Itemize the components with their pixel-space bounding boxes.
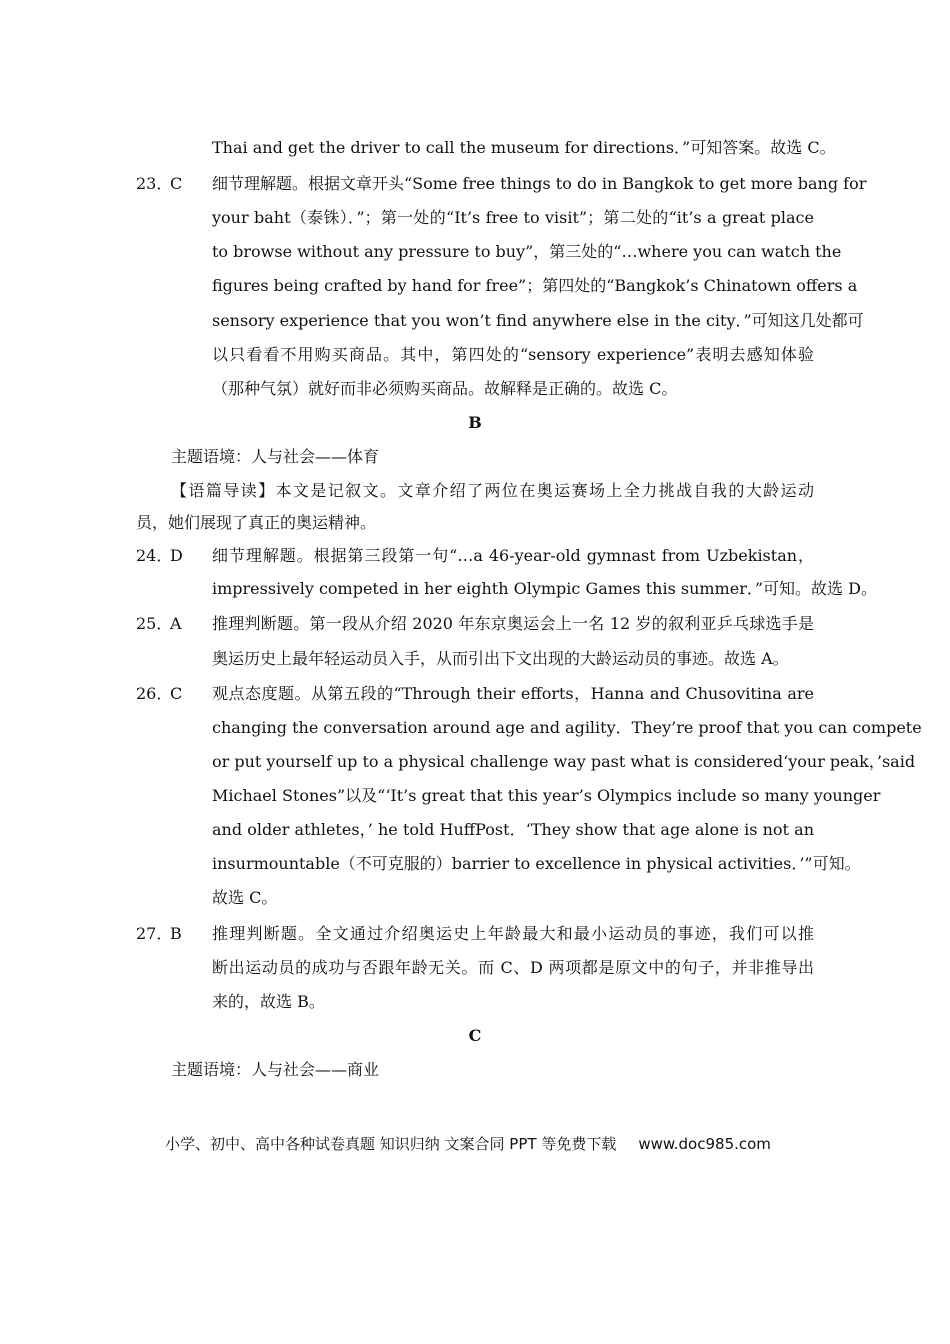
q26-line-2: changing the conversation around age and agility．They’re proof that you can compete <box>212 718 922 737</box>
q23-number: 23． <box>136 174 173 193</box>
q25-answer: A <box>170 614 182 633</box>
q26-line-1: 观点态度题。从第五段的“Through their efforts，Hanna and Chusovitina are <box>212 684 814 703</box>
q24-number: 24． <box>136 546 173 565</box>
q23-line-6: 以只看看不用购买商品。其中，第四处的“sensory experience”表明去感知体验 <box>212 345 814 364</box>
q24-line-2: impressively competed in her eighth Olympic Games this summer．”可知。故选 D。 <box>212 579 877 598</box>
q25-line-2: 奥运历史上最年轻运动员入手，从而引出下文出现的大龄运动员的事迹。故选 A。 <box>212 649 789 668</box>
q23-line-3: to browse without any pressure to buy”，第三处的“…where you can watch the <box>212 242 842 261</box>
q27-line-1: 推理判断题。全文通过介绍奥运史上年龄最大和最小运动员的事迹，我们可以推 <box>212 924 814 943</box>
q24-line-1: 细节理解题。根据第三段第一句“…a 46-year-old gymnast from Uzbekistan， <box>212 546 814 565</box>
q23-line-2: your baht（泰铢）．”；第一处的“It’s free to visit”；第二处的“it’s a great place <box>212 208 814 227</box>
q26-line-7: 故选 C。 <box>212 888 278 907</box>
q27-number: 27． <box>136 924 173 943</box>
q26-line-4: Michael Stones”以及“‘It’s great that this year’s Olympics include so many younger <box>212 786 881 805</box>
intro-line: Thai and get the driver to call the museum for directions．”可知答案。故选 C。 <box>212 138 836 157</box>
q25-number: 25． <box>136 614 173 633</box>
q26-number: 26． <box>136 684 173 703</box>
q23-line-4: figures being crafted by hand for free”；第四处的“Bangkok’s Chinatown offers a <box>212 276 858 295</box>
q27-line-3: 来的，故选 B。 <box>212 992 325 1011</box>
q24-answer: D <box>170 546 183 565</box>
q27-answer: B <box>170 924 182 943</box>
q25-line-1: 推理判断题。第一段从介绍 2020 年东京奥运会上一名 12 岁的叙利亚乒乓球选手是 <box>212 614 814 633</box>
footer-text: 小学、初中、高中各种试卷真题 知识归纳 文案合同 PPT 等免费下载 <box>165 1135 617 1153</box>
q26-line-6: insurmountable（不可克服的）barrier to excellence in physical activities．’”可知。 <box>212 854 861 873</box>
q23-line-1: 细节理解题。根据文章开头“Some free things to do in Bangkok to get more bang for <box>212 174 867 193</box>
q27-line-2: 断出运动员的成功与否跟年龄无关。而 C、D 两项都是原文中的句子，并非推导出 <box>212 958 814 977</box>
q26-line-3: or put yourself up to a physical challenge way past what is considered‘your peak，’said <box>212 752 916 771</box>
section-b-topic: 主题语境：人与社会——体育 <box>171 447 380 466</box>
footer-url[interactable]: www.doc985.com <box>638 1135 771 1153</box>
q23-answer: C <box>170 174 183 193</box>
q23-line-5: sensory experience that you won’t find anywhere else in the city．”可知这几处都可 <box>212 311 864 330</box>
section-c-topic: 主题语境：人与社会——商业 <box>171 1060 380 1079</box>
section-c-heading: C <box>468 1026 482 1045</box>
section-b-guide-line-2: 员，她们展现了真正的奥运精神。 <box>136 513 377 532</box>
section-b-guide-line-1: 【语篇导读】本文是记叙文。文章介绍了两位在奥运赛场上全力挑战自我的大龄运动 <box>171 481 814 500</box>
q26-answer: C <box>170 684 183 703</box>
q23-line-7: （那种气氛）就好而非必须购买商品。故解释是正确的。故选 C。 <box>212 379 678 398</box>
q26-line-5: and older athletes，’ he told HuffPost．‘They show that age alone is not an <box>212 820 814 839</box>
section-b-heading: B <box>468 413 482 432</box>
page-footer <box>165 1133 771 1155</box>
